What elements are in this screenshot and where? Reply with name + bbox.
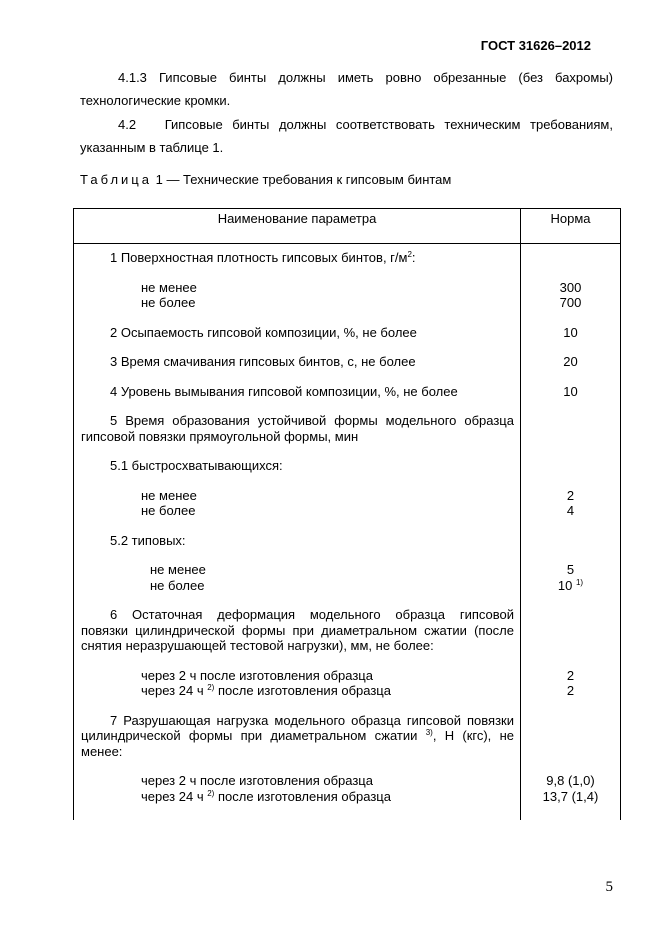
row7-title-line1: 7 Разрушающая нагрузка модельного образца гипсовой повязки [110,712,514,728]
row7-b-value: 13,7 (1,4) [542,788,599,804]
row5-1-min-value: 2 [566,487,575,503]
row5-2-max-label: не более [150,577,205,593]
row5-1-min-label: не менее [141,487,197,503]
row6-title-line2: повязки цилиндрической формы при диаметральном сжатии (после [81,622,514,638]
requirements-table [73,208,621,820]
row6-a-label: через 2 ч после изготовления образца [141,667,373,683]
row4-value: 10 [563,383,578,399]
row6-b-value: 2 [566,683,575,698]
row7-a-label: через 2 ч после изготовления образца [141,773,373,788]
row5-1-max-label: не более [141,503,196,518]
row5-2-title: 5.2 типовых: [110,532,186,548]
row6-a-value: 2 [566,667,575,683]
row3-title: 3 Время смачивания гипсовых бинтов, с, не более [110,354,416,369]
paragraph-4-2-line2: указанным в таблице 1. [80,140,224,155]
row5-2-min-label: не менее [150,562,206,577]
row7-title-line2: цилиндрической формы при диаметральном сжатии $^{3)}$, Н (кгс), не [81,728,514,743]
table-caption-label: Таблица [80,172,152,187]
table-row [74,244,621,821]
paragraph-4-2-line1: 4.2 Гипсовые бинты должны соответствовать техническим требованиям, [118,117,613,132]
row2-title: 2 Осыпаемость гипсовой композиции, %, не более [110,324,417,340]
header-norm: Норма [521,209,621,244]
paragraph-4-1-3-line2: технологические кромки. [80,93,231,108]
paragraph-4-1-3 [80,66,613,112]
row5-1-title: 5.1 быстросхватывающихся: [110,458,283,473]
row7-title-line3: менее: [81,743,123,759]
row1-max-value: 700 [559,295,582,310]
page-number: 5 [605,879,613,895]
row6-b-label: через 24 ч $^{2)}$ после изготовления образца [141,683,391,698]
table-caption-text: 1 — Технические требования к гипсовым бинтам [151,172,452,187]
row5-title-line1: 5 Время образования устойчивой формы модельного образца [110,413,514,428]
document-id: ГОСТ 31626–2012 [480,38,591,53]
row6-title-line3: снятия неразрушающей тестовой нагрузки), мм, не более: [81,638,434,653]
row5-1-max-value: 4 [566,503,575,518]
row5-title-line2: гипсовой повязки прямоугольной формы, мин [81,428,359,444]
paragraph-4-2 [80,113,613,159]
row5-2-max-value: 10 $^{1)}$ [557,577,584,593]
row5-2-min-value: 5 [566,562,575,577]
header-parameter: Наименование параметра [74,209,521,244]
row1-title: 1 Поверхностная плотность гипсовых бинтов, $г/м^2$: [110,250,416,265]
table-header-row [74,209,621,244]
row7-b-label: через 24 ч $^{2)}$ после изготовления образца [141,788,391,804]
paragraph-4-1-3-line1: 4.1.3 Гипсовые бинты должны иметь ровно обрезанные (без бахромы) [118,70,613,85]
row4-title: 4 Уровень вымывания гипсовой композиции, %, не более [110,383,458,399]
row1-min-label: не менее [141,279,197,295]
row1-max-label: не более [141,295,196,310]
table-caption [80,172,451,187]
row3-value: 20 [563,354,578,369]
row6-title-line1: 6 Остаточная деформация модельного образца гипсовой [110,607,514,622]
row1-min-value: 300 [559,279,582,295]
row7-a-value: 9,8 (1,0) [546,773,595,788]
row2-value: 10 [563,324,578,340]
